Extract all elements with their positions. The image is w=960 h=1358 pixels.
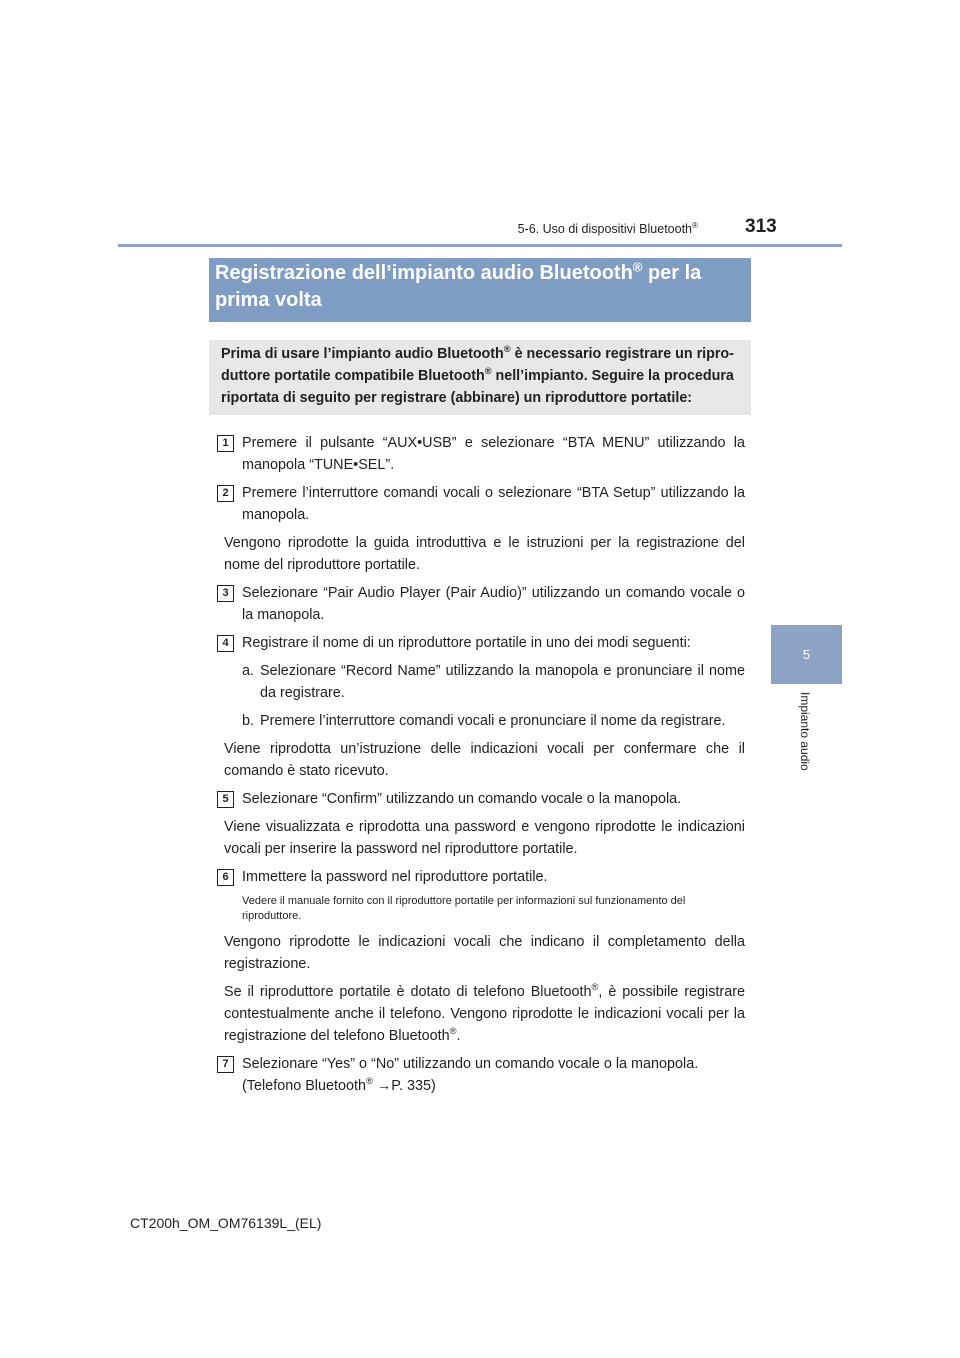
- step-number: 2: [217, 485, 234, 502]
- step-4a: a. Selezionare “Record Name” utilizzando la manopola e pronunciare il nome da registrare.: [242, 663, 745, 701]
- step-4: 4 Registrare il nome di un riproduttore portatile in uno dei modi seguenti:: [224, 632, 745, 654]
- step-number: 1: [217, 435, 234, 452]
- step-number: 5: [217, 791, 234, 808]
- paragraph: Viene riprodotta un’istruzione delle indicazioni vocali per confermare che il comando è stato ricevuto.: [224, 741, 745, 779]
- intro-box: Prima di usare l’impianto audio Bluetooth® è necessario registrare un ripro-duttore portatile compatibile Bluetooth® nell’impianto. Seguire la procedura riportata di seguito per registrare (abbinare) un riproduttore portatile:: [209, 340, 751, 415]
- step-2: 2 Premere l’interruttore comandi vocali o selezionare “BTA Setup” utilizzando la manopola.: [224, 482, 745, 526]
- step-4b: b. Premere l’interruttore comandi vocali e pronunciare il nome da registrare.: [242, 713, 726, 729]
- step-number: 3: [217, 585, 234, 602]
- paragraph: Vengono riprodotte le indicazioni vocali che indicano il completamento della registrazione.: [224, 934, 745, 972]
- step-6: 6 Immettere la password nel riproduttore portatile.: [224, 866, 745, 888]
- step-7: 7 Selezionare “Yes” o “No” utilizzando un comando vocale o la manopola. (Telefono Bluetooth® →P. 335): [224, 1053, 745, 1097]
- paragraph: Viene visualizzata e riprodotta una password e vengono riprodotte le indicazioni vocali per inserire la password nel riproduttore portatile.: [224, 819, 745, 857]
- chapter-tab: 5: [771, 625, 842, 684]
- procedure: [224, 432, 745, 1103]
- step-5: 5 Selezionare “Confirm” utilizzando un comando vocale o la manopola.: [224, 788, 745, 810]
- step-number: 4: [217, 635, 234, 652]
- header-rule: [118, 244, 842, 247]
- step-3: 3 Selezionare “Pair Audio Player (Pair Audio)” utilizzando un comando vocale o la manopola.: [224, 582, 745, 626]
- step-number: 7: [217, 1056, 234, 1073]
- step-number: 6: [217, 869, 234, 886]
- paragraph: Se il riproduttore portatile è dotato di telefono Bluetooth®, è possibile registrare contestualmente anche il telefono. Vengono riprodotte le indicazioni vocali per la registrazione del telefono Bluetooth®.: [224, 982, 745, 1044]
- section-header: 5-6. Uso di dispositivi Bluetooth®: [517, 220, 698, 236]
- page-number: 313: [745, 216, 777, 237]
- section-title: Registrazione dell’impianto audio Bluetooth® per la prima volta: [209, 258, 751, 322]
- chapter-label: Impianto audio: [798, 692, 812, 771]
- page-reference-link[interactable]: →P. 335): [372, 1078, 436, 1094]
- step-1: 1 Premere il pulsante “AUX•USB” e selezionare “BTA MENU” utilizzando la manopola “TUNE•SEL”.: [224, 432, 745, 476]
- document-code: CT200h_OM_OM76139L_(EL): [130, 1215, 322, 1231]
- note: Vedere il manuale fornito con il riproduttore portatile per informazioni sul funzionamento del riproduttore.: [242, 895, 686, 922]
- paragraph: Vengono riprodotte la guida introduttiva e le istruzioni per la registrazione del nome del riproduttore portatile.: [224, 535, 745, 573]
